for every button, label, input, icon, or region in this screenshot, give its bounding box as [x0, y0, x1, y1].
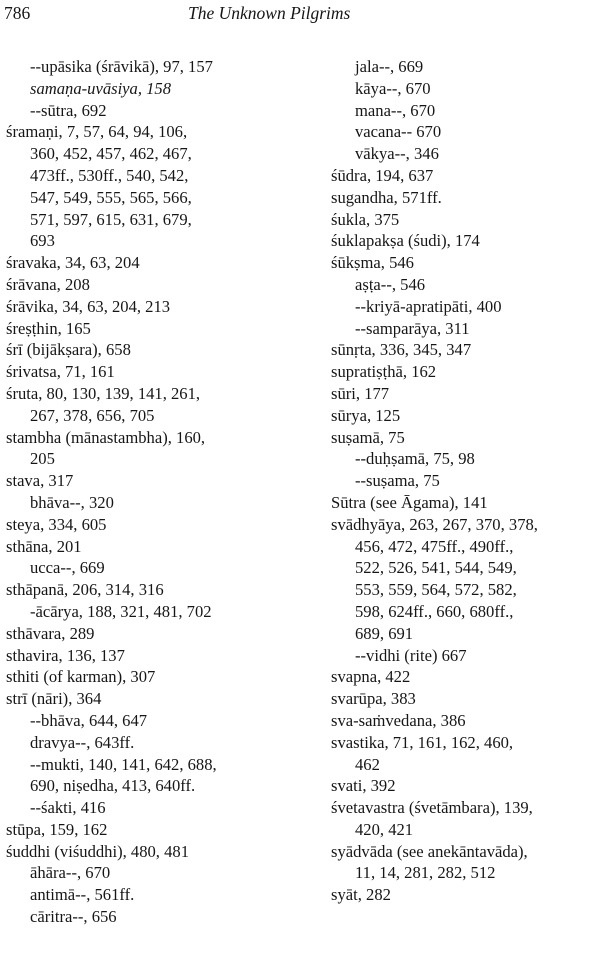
- index-entry: sthāna, 201: [6, 536, 82, 556]
- index-entry: suṣamā, 75: [331, 427, 405, 447]
- index-entry: śreṣṭhin, 165: [6, 318, 91, 338]
- running-title: The Unknown Pilgrims: [188, 3, 351, 23]
- index-entry: śrivatsa, 71, 161: [6, 362, 115, 382]
- index-entry: 360, 452, 457, 462, 467,: [30, 144, 192, 164]
- index-entry: sthāvara, 289: [6, 623, 95, 643]
- index-entry: śramaṇi, 7, 57, 64, 94, 106,: [6, 122, 188, 142]
- index-entry: sugandha, 571ff.: [331, 187, 442, 207]
- index-entry: 11, 14, 281, 282, 512: [355, 863, 496, 883]
- index-entry: --suṣama, 75: [355, 471, 440, 491]
- index-entry: --śakti, 416: [30, 798, 106, 818]
- index-entry: śvetavastra (śvetāmbara), 139,: [331, 798, 533, 818]
- index-entry: --upāsika (śrāvikā), 97, 157: [30, 57, 213, 76]
- index-entry: śravaka, 34, 63, 204: [6, 253, 140, 273]
- index-column-left: [6, 56, 301, 928]
- index-entry: 598, 624ff., 660, 680ff.,: [355, 601, 514, 621]
- index-entry: --vidhi (rite) 667: [355, 645, 467, 665]
- index-entry: śrāvana, 208: [6, 274, 90, 294]
- index-entry: --mukti, 140, 141, 642, 688,: [30, 754, 217, 774]
- index-entry: śuddhi (viśuddhi), 480, 481: [6, 841, 189, 861]
- index-entry: syāt, 282: [331, 885, 391, 905]
- index-entry: 420, 421: [355, 819, 414, 839]
- index-entry: sthāpanā, 206, 314, 316: [6, 580, 164, 600]
- index-entry: 473ff., 530ff., 540, 542,: [30, 165, 189, 185]
- index-entry: mana--, 670: [355, 100, 436, 120]
- index-entry: śuklapakṣa (śudi), 174: [331, 231, 480, 251]
- index-entry: sthavira, 136, 137: [6, 645, 125, 665]
- index-entry: cāritra--, 656: [30, 907, 117, 927]
- index-entry: śruta, 80, 130, 139, 141, 261,: [6, 383, 201, 403]
- page-number: 786: [4, 3, 31, 23]
- index-entry: sūrya, 125: [331, 405, 401, 425]
- index-entry: aṣṭa--, 546: [355, 274, 426, 294]
- index-entry: antimā--, 561ff.: [30, 885, 135, 905]
- index-entry: śūdra, 194, 637: [331, 165, 434, 185]
- index-column-right: [331, 56, 599, 906]
- index-entry: svastika, 71, 161, 162, 460,: [331, 732, 514, 752]
- index-entry: svapna, 422: [331, 667, 411, 687]
- index-entry: --samparāya, 311: [355, 318, 470, 338]
- index-entry: ucca--, 669: [30, 558, 105, 578]
- index-entry: Sūtra (see Āgama), 141: [331, 492, 488, 512]
- index-entry: syādvāda (see anekāntavāda),: [331, 841, 528, 861]
- index-entry: vacana-- 670: [355, 122, 442, 142]
- index-entry: -ācārya, 188, 321, 481, 702: [30, 601, 212, 621]
- index-entry: jala--, 669: [355, 57, 424, 76]
- index-entry: 689, 691: [355, 623, 414, 643]
- index-entry: śrī (bijākṣara), 658: [6, 340, 131, 360]
- index-entry: bhāva--, 320: [30, 492, 114, 512]
- index-entry: kāya--, 670: [355, 78, 431, 98]
- index-entry: samaṇa-uvāsiya, 158: [30, 78, 172, 98]
- index-entry: --duḥṣamā, 75, 98: [355, 449, 475, 469]
- index-entry: sva-saṁvedana, 386: [331, 710, 466, 730]
- index-entry: sūri, 177: [331, 383, 390, 403]
- index-entry: vākya--, 346: [355, 144, 439, 164]
- index-entry: 462: [355, 754, 380, 774]
- index-entry: 456, 472, 475ff., 490ff.,: [355, 536, 514, 556]
- index-entry: 267, 378, 656, 705: [30, 405, 155, 425]
- index-entry: 690, niṣedha, 413, 640ff.: [30, 776, 196, 796]
- index-entry: svādhyāya, 263, 267, 370, 378,: [331, 514, 538, 534]
- index-entry: --sūtra, 692: [30, 100, 107, 120]
- index-entry: sthiti (of karman), 307: [6, 667, 156, 687]
- index-entry: --kriyā-apratipāti, 400: [355, 296, 502, 316]
- index-entry: stambha (mānastambha), 160,: [6, 427, 206, 447]
- index-entry: 205: [30, 449, 55, 469]
- index-entry: 693: [30, 231, 55, 251]
- index-entry: sūnṛta, 336, 345, 347: [331, 340, 472, 360]
- index-entry: dravya--, 643ff.: [30, 732, 135, 752]
- index-entry: supratiṣṭhā, 162: [331, 362, 437, 382]
- index-entry: 571, 597, 615, 631, 679,: [30, 209, 192, 229]
- index-entry: 522, 526, 541, 544, 549,: [355, 558, 517, 578]
- index-entry: stūpa, 159, 162: [6, 819, 108, 839]
- index-entry: śūkṣma, 546: [331, 253, 414, 273]
- page-header: [0, 2, 600, 26]
- index-entry: 553, 559, 564, 572, 582,: [355, 580, 517, 600]
- index-entry: steya, 334, 605: [6, 514, 107, 534]
- index-entry: stava, 317: [6, 471, 74, 491]
- index-entry: āhāra--, 670: [30, 863, 111, 883]
- index-entry: śrāvika, 34, 63, 204, 213: [6, 296, 171, 316]
- index-entry: svati, 392: [331, 776, 396, 796]
- index-entry: śukla, 375: [331, 209, 400, 229]
- index-entry: --bhāva, 644, 647: [30, 710, 148, 730]
- index-entry: strī (nāri), 364: [6, 689, 102, 709]
- index-entry: 547, 549, 555, 565, 566,: [30, 187, 192, 207]
- index-entry: svarūpa, 383: [331, 689, 416, 709]
